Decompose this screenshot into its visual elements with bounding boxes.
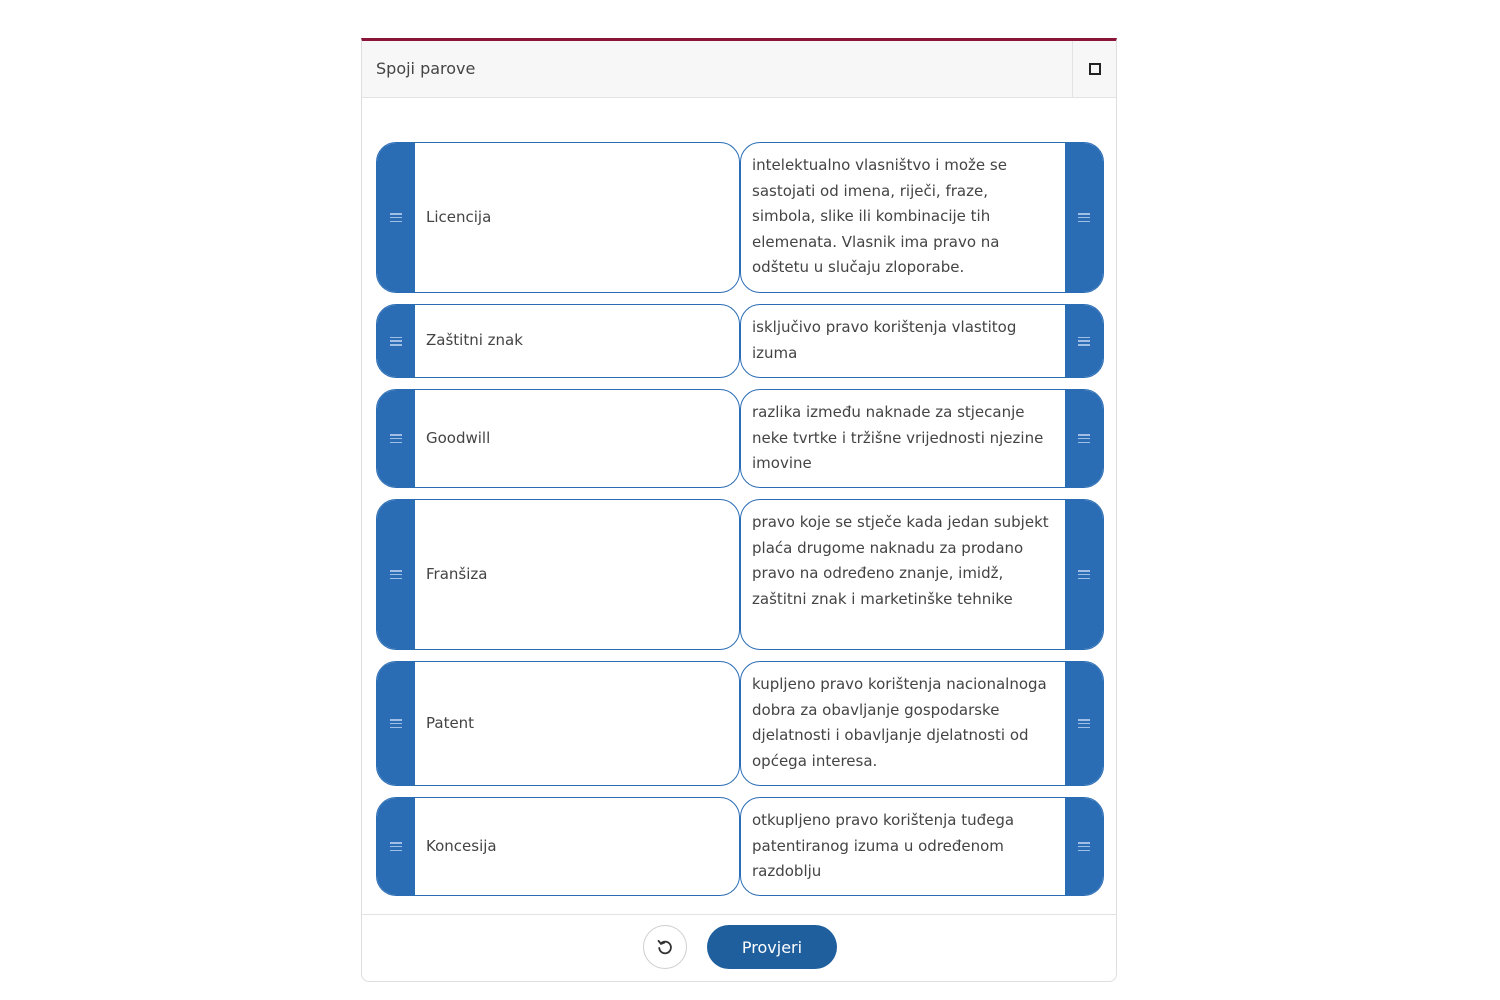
expand-icon xyxy=(1089,63,1101,75)
fullscreen-button[interactable] xyxy=(1072,41,1116,97)
grip-icon xyxy=(390,434,402,443)
reset-icon xyxy=(656,938,674,956)
drag-handle[interactable] xyxy=(1065,143,1103,292)
grip-icon xyxy=(390,719,402,728)
term-text: Patent xyxy=(426,713,475,732)
definition-card[interactable] xyxy=(740,389,1104,488)
drag-handle[interactable] xyxy=(1065,662,1103,785)
grip-icon xyxy=(390,213,402,222)
match-pairs-panel xyxy=(361,38,1117,982)
definition-card[interactable] xyxy=(740,797,1104,896)
panel-title: Spoji parove xyxy=(376,59,476,78)
drag-handle[interactable] xyxy=(377,390,415,487)
term-card[interactable] xyxy=(376,661,740,786)
grip-icon xyxy=(1078,842,1090,851)
term-card[interactable] xyxy=(376,499,740,650)
definition-text: kupljeno pravo korištenja nacionalnoga dobra za obavljanje gospodarske djelatnosti i obavljanje djelatnosti od općega interesa. xyxy=(752,675,1047,770)
term-text: Franšiza xyxy=(426,564,488,583)
term-card[interactable] xyxy=(376,389,740,488)
grip-icon xyxy=(1078,570,1090,579)
definition-card[interactable] xyxy=(740,304,1104,378)
drag-handle[interactable] xyxy=(1065,798,1103,895)
grip-icon xyxy=(1078,434,1090,443)
check-button[interactable]: Provjeri xyxy=(707,925,837,969)
definition-card[interactable] xyxy=(740,499,1104,650)
drag-handle[interactable] xyxy=(377,305,415,377)
term-card[interactable] xyxy=(376,304,740,378)
definition-text: pravo koje se stječe kada jedan subjekt plaća drugome naknadu za prodano pravo na određeno znanje, imidž, zaštitni znak i marketinške tehnike xyxy=(752,513,1049,608)
term-text: Koncesija xyxy=(426,836,497,855)
drag-handle[interactable] xyxy=(377,798,415,895)
definition-text: intelektualno vlasništvo i može se sastojati od imena, riječi, fraze, simbola, slike ili kombinacije tih elemenata. Vlasnik ima pravo na odštetu u slučaju zloporabe. xyxy=(752,156,1007,277)
grip-icon xyxy=(390,842,402,851)
definition-card[interactable] xyxy=(740,142,1104,293)
drag-handle[interactable] xyxy=(1065,390,1103,487)
grip-icon xyxy=(1078,719,1090,728)
panel-footer xyxy=(362,914,1116,981)
grip-icon xyxy=(390,337,402,346)
panel-header xyxy=(362,41,1116,98)
definition-card[interactable] xyxy=(740,661,1104,786)
term-text: Zaštitni znak xyxy=(426,331,523,350)
grip-icon xyxy=(1078,337,1090,346)
term-text: Goodwill xyxy=(426,428,491,447)
grip-icon xyxy=(1078,213,1090,222)
pair-row xyxy=(376,661,1104,786)
term-card[interactable] xyxy=(376,142,740,293)
pair-row xyxy=(376,142,1104,293)
definition-text: isključivo pravo korištenja vlastitog izuma xyxy=(752,318,1017,362)
pair-row xyxy=(376,797,1104,896)
drag-handle[interactable] xyxy=(377,662,415,785)
drag-handle[interactable] xyxy=(1065,500,1103,649)
drag-handle[interactable] xyxy=(377,500,415,649)
definition-text: otkupljeno pravo korištenja tuđega patentiranog izuma u određenom razdoblju xyxy=(752,811,1015,881)
pairs-list xyxy=(376,142,1104,907)
pair-row xyxy=(376,304,1104,378)
definition-text: razlika između naknade za stjecanje neke tvrtke i tržišne vrijednosti njezine imovine xyxy=(752,403,1044,473)
drag-handle[interactable] xyxy=(1065,305,1103,377)
drag-handle[interactable] xyxy=(377,143,415,292)
reset-button[interactable] xyxy=(643,925,687,969)
pair-row xyxy=(376,499,1104,650)
grip-icon xyxy=(390,570,402,579)
term-card[interactable] xyxy=(376,797,740,896)
pair-row xyxy=(376,389,1104,488)
term-text: Licencija xyxy=(426,207,492,226)
